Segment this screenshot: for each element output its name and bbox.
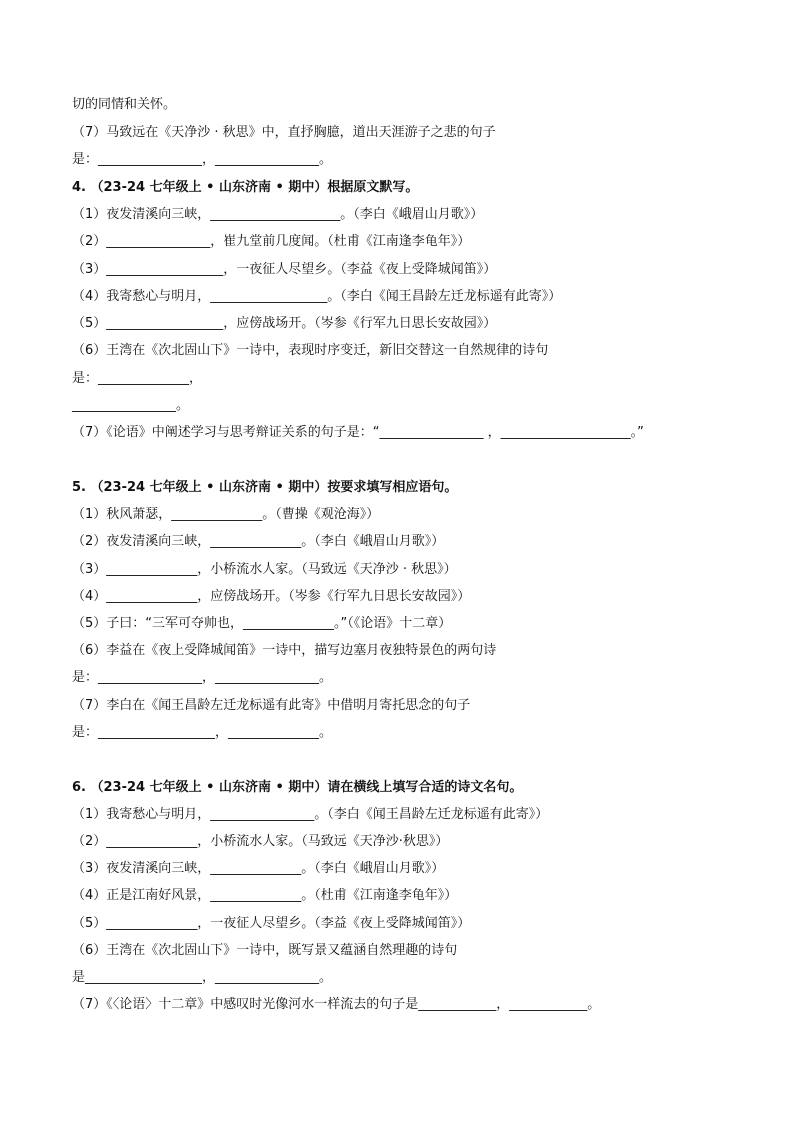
answer-blank-line: 是__________________，________________。 bbox=[72, 970, 333, 985]
question-item-line: （1）夜发清溪向三峡，____________________。（李白《峨眉山月歌》） bbox=[72, 207, 484, 222]
answer-blank-line: 是：________________，________________。 bbox=[72, 670, 333, 685]
question-item-line: （2）________________，崔九堂前几度闻。（杜甫《江南逢李龟年》） bbox=[72, 234, 471, 249]
question-item-line: （6）王湾在《次北固山下》一诗中，既写景又蕴涵自然理趣的诗句 bbox=[72, 943, 458, 958]
question-item-line: （5）______________，一夜征人尽望乡。（李益《夜上受降城闻笛》） bbox=[72, 916, 471, 931]
question-item-line: （5）__________________，应傍战场开。（岑参《行军九日思长安故园》） bbox=[72, 316, 497, 331]
question-heading-6: 6. （23-24 七年级上 • 山东济南 • 期中）请在横线上填写合适的诗文名句。 bbox=[72, 780, 523, 795]
question-item-line: （7）李白在《闻王昌龄左迁龙标遥有此寄》中借明月寄托思念的句子 bbox=[72, 698, 471, 713]
answer-blank-line: ________________。 bbox=[72, 398, 190, 413]
question-heading-5: 5. （23-24 七年级上 • 山东济南 • 期中）按要求填写相应语句。 bbox=[72, 480, 458, 495]
answer-blank-line: 是：________________，________________。 bbox=[72, 152, 333, 167]
question-item-line: （4）______________，应傍战场开。（岑参《行军九日思长安故园》） bbox=[72, 589, 471, 604]
question-item-line: （2）______________，小桥流水人家。（马致远《天净沙·秋思》） bbox=[72, 834, 449, 849]
question-item-line: （3）______________，小桥流水人家。（马致远《天净沙 · 秋思》） bbox=[72, 562, 457, 577]
question-item-line: （6）李益在《夜上受降城闻笛》一诗中，描写边塞月夜独特景色的两句诗 bbox=[72, 643, 497, 658]
question-item-line: （3）__________________，一夜征人尽望乡。（李益《夜上受降城闻笛》） bbox=[72, 262, 497, 277]
question-item-line: （7）《〈论语〉十二章》中感叹时光像河水一样流去的句子是____________，____________。 bbox=[72, 997, 601, 1012]
question-item-line: （4）正是江南好风景，______________。（杜甫《江南逢李龟年》） bbox=[72, 888, 458, 903]
question-item-line: （1）秋风萧瑟，______________。（曹操《观沧海》） bbox=[72, 507, 380, 522]
question-heading-4: 4. （23-24 七年级上 • 山东济南 • 期中）根据原文默写。 bbox=[72, 180, 419, 195]
question-7-line: （7）马致远在《天净沙 · 秋思》中，直抒胸臆，道出天涯游子之悲的句子 bbox=[72, 125, 496, 140]
text-line: 切的同情和关怀。 bbox=[72, 97, 177, 112]
question-item-line: （2）夜发清溪向三峡，______________。（李白《峨眉山月歌》） bbox=[72, 534, 445, 549]
question-item-line: （5）子曰：“三军可夺帅也，______________。”（《论语》十二章） bbox=[72, 616, 452, 631]
question-item-line: （7）《论语》中阐述学习与思考辩证关系的句子是：“________________ ，____________________。” bbox=[72, 425, 644, 440]
question-item-line: （1）我寄愁心与明月，________________。（李白《闻王昌龄左迁龙标遥有此寄》） bbox=[72, 807, 549, 822]
answer-blank-line: 是：______________， bbox=[72, 371, 203, 386]
answer-blank-line: 是：__________________，______________。 bbox=[72, 725, 333, 740]
question-item-line: （4）我寄愁心与明月，__________________。（李白《闻王昌龄左迁龙标遥有此寄》） bbox=[72, 289, 562, 304]
question-item-line: （6）王湾在《次北固山下》一诗中，表现时序变迁，新旧交替这一自然规律的诗句 bbox=[72, 343, 549, 358]
question-item-line: （3）夜发清溪向三峡，______________。（李白《峨眉山月歌》） bbox=[72, 861, 445, 876]
